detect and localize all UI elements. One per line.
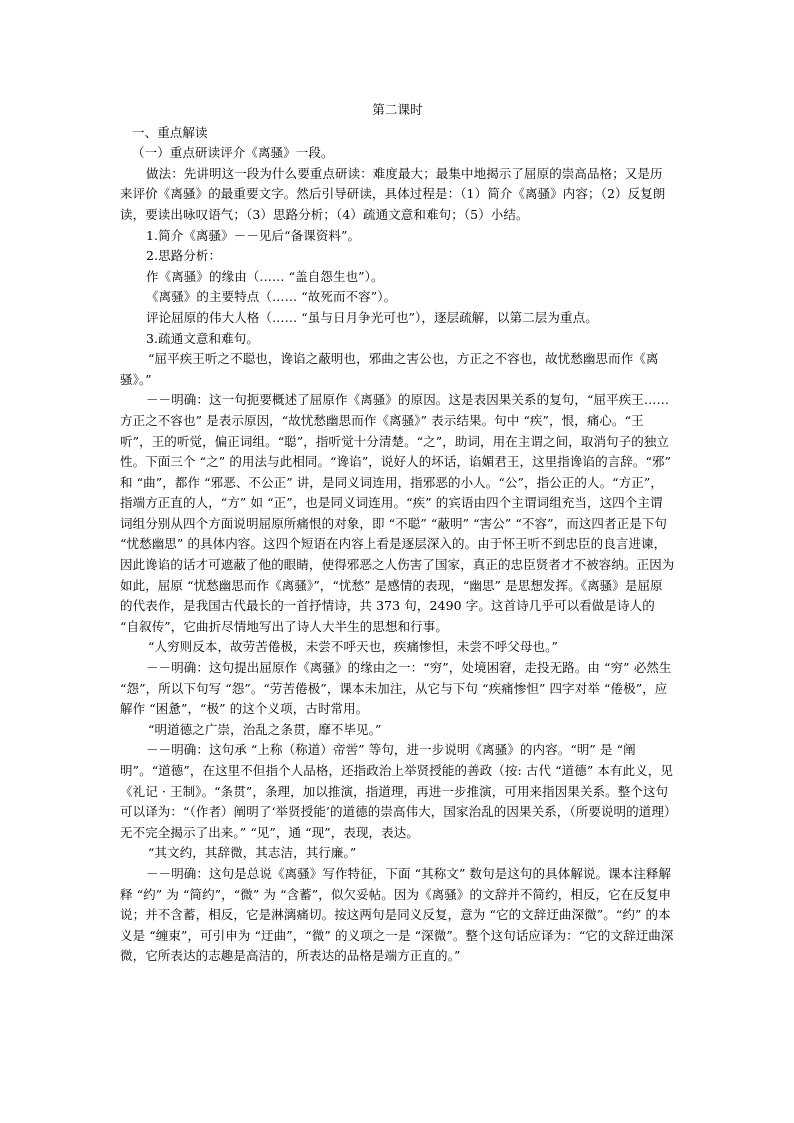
step-explain: 3.疏通文意和难句。 xyxy=(146,330,259,346)
method-paragraph: 做法：先讲明这一段为什么要重点研读：难度最大；最集中地揭示了屈原的崇高品格；又是历来评价《离骚》的最重要文字。然后引导研读，具体过程是：（1）简介《离骚》内容；（2）反复朗读，要读出咏叹语气；（3）思路分析；（4）疏通文意和难句；（5）小结。 xyxy=(120,165,666,222)
answer-4: －－明确：这句是总说《离骚》写作特征，下面 “其称文” 数句是这句的具体解说。课本注释解释 “约” 为 “简约”，“微” 为 “含蓄”，似欠妥帖。因为《离骚》的文辞并不简约，相反，它在反复申说；并不含蓄，相反，它是淋漓痛切。按这两句是同义反复，意为 “它的文辞迂曲深微”。“约” 的本义是 “缠束”，可引申为 “迂曲”，“微” 的义项之一是 “深微”。整个这句话应译为：“它的文辞迂曲深微，它所表达的志趣是高洁的，所表达的品格是端方正直的。” xyxy=(120,865,674,964)
answer-3: －－明确：这句承 “上称（称道）帝喾” 等句，进一步说明《离骚》的内容。“明” 是 “阐明”。“道德”，在这里不但指个人品格，还指政治上举贤授能的善政（按: 古代 “道德” 本有此义，见《礼记 · 王制》。“条贯”，条理，加以推演，指道理，再进一步推演，可用来指因果关系。整个这句可以译为：“（作者）阐明了‘举贤授能’的道德的崇高伟大，国家治乱的因果关系，（所要说明的道理）无不完全揭示了出来。” “见”，通 “现”，表现，表达。 xyxy=(120,742,673,840)
outline-item-3: 评论屈原的伟大人格（…… “虽与日月争光可也”），逐层疏解，以第二层为重点。 xyxy=(146,309,598,325)
quote-1: “屈平疾王听之不聪也，谗谄之蔽明也，邪曲之害公也，方正之不容也，故忧愁幽思而作《离骚》。” xyxy=(120,351,659,387)
section-heading: 一、重点解读 xyxy=(132,124,208,140)
lesson-title: 第二课时 xyxy=(372,102,423,117)
answer-1: －－明确：这一句扼要概述了屈原作《离骚》的原因。这是表因果关系的复句，“屈平疾王……方正之不容也” 是表示原因，“故忧愁幽思而作《离骚》” 表示结果。句中 “疾”，恨，痛心。“王听”，王的听觉，偏正词组。“聪”，指听觉十分清楚。“之”，助词，用在主谓之间，取消句子的独立性。下面三个 “之” 的用法与此相同。“谗谄”，说好人的坏话，谄媚君王，这里指谗谄的言辞。“邪” 和 “曲”，都作 “邪恶、不公正” 讲，是同义词连用，指邪恶的小人。“公”，指公正的人。“方正”，指端方正直的人，“方” 如 “正”，也是同义词连用。“疾” 的宾语由四个主谓词组充当，这四个主谓词组分别从四个方面说明屈原所痛恨的对象，即 “不聪” “蔽明” “害公” “不容”，而这四者正是下句 “忧愁幽思” 的具体内容。这四个短语在内容上看是逐层深入的。由于怀王听不到忠臣的良言进谏，因此谗谄的话才可遮蔽了他的眼睛，使得邪恶之人伤害了国家，真正的忠臣贤者才不被容纳。正因为如此，屈原 “忧愁幽思而作《离骚》”，“忧愁” 是感情的表现，“幽思” 是思想发挥。《离骚》是屈原的代表作，是我国古代最长的一首抒情诗，共 373 句，2490 字。这首诗几乎可以看做是诗人的 “自叙传”，它曲折尽情地写出了诗人大半生的思想和行事。 xyxy=(120,392,675,634)
outline-item-1: 作《离骚》的缘由（…… “盖自怨生也”）。 xyxy=(146,268,384,284)
quote-2: “人穷则反本，故劳苦倦极，未尝不呼天也，疾痛惨怛，未尝不呼父母也。” xyxy=(148,639,558,655)
step-outline: 2.思路分析： xyxy=(146,248,222,264)
quote-3: “明道德之广崇，治乱之条贯，靡不毕见。” xyxy=(148,721,382,737)
subsection-heading: （一）重点研读评介《离骚》一段。 xyxy=(132,145,334,161)
quote-4: “其文约，其辞微，其志洁，其行廉。” xyxy=(148,845,357,861)
document-body xyxy=(120,100,675,967)
step-intro: 1.简介《离骚》－－见后“备课资料”。 xyxy=(146,227,361,243)
outline-item-2: 《离骚》的主要特点（…… “故死而不容”）。 xyxy=(146,289,397,305)
answer-2: －－明确：这句提出屈原作《离骚》的缘由之一：“穷”，处境困窘，走投无路。由 “穷” 必然生 “怨”，所以下句写 “怨”。“劳苦倦极”，课本未加注，从它与下句 “疾痛惨怛” 四字对举 “倦极”，应解作 “困惫”，“极” 的这个义项，古时常用。 xyxy=(120,660,672,717)
